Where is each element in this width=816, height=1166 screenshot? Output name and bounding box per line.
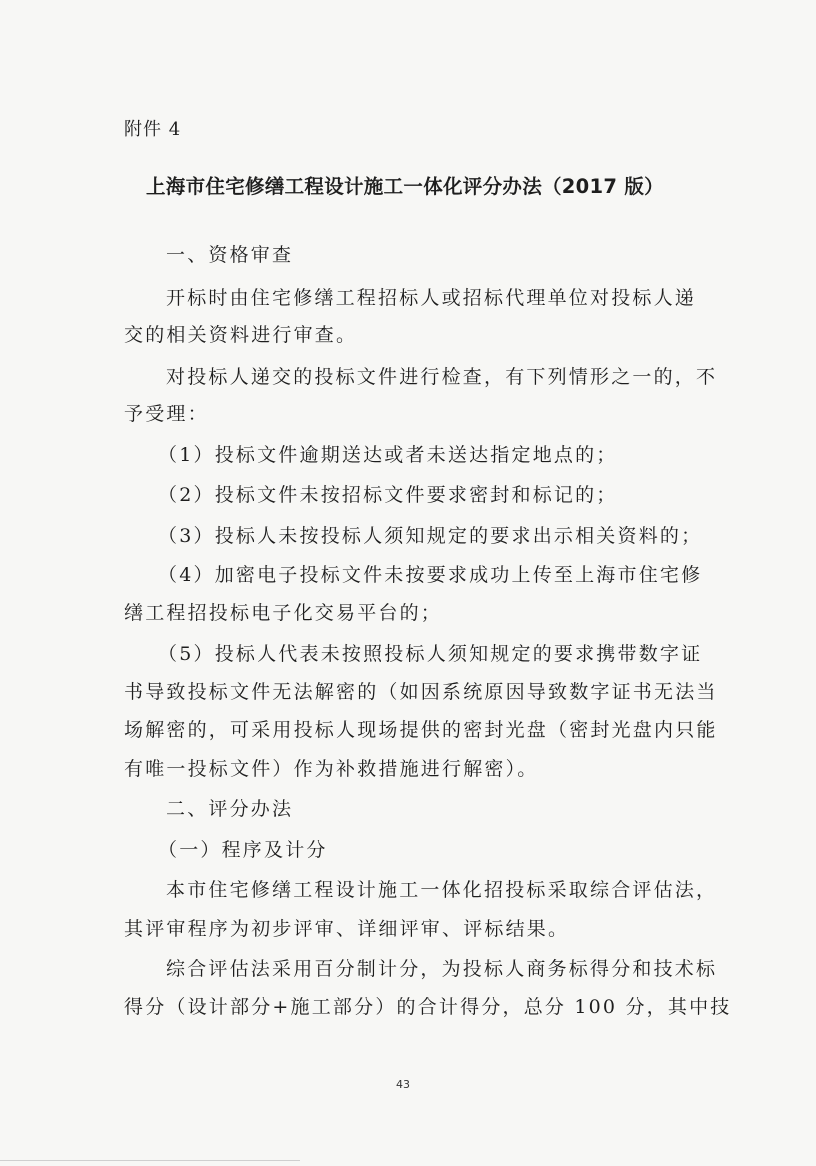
- list-item: （1）投标文件逾期送达或者未送达指定地点的；: [158, 444, 618, 466]
- subsection-heading: （一）程序及计分: [158, 839, 328, 861]
- paragraph-line: 缮工程招投标电子化交易平台的；: [124, 602, 443, 624]
- section-heading-scoring: 二、评分办法: [166, 798, 294, 820]
- attachment-label: 附件 4: [124, 119, 182, 140]
- paragraph-line: 场解密的，可采用投标人现场提供的密封光盘（密封光盘内只能: [124, 719, 718, 741]
- scan-edge-line: [0, 1160, 300, 1161]
- paragraph-line: 得分（设计部分+施工部分）的合计得分，总分 100 分，其中技: [124, 996, 732, 1018]
- document-title: 上海市住宅修缮工程设计施工一体化评分办法（2017 版）: [146, 175, 664, 198]
- list-item: （2）投标文件未按招标文件要求密封和标记的；: [158, 484, 618, 506]
- paragraph-line: 交的相关资料进行审查。: [124, 324, 358, 346]
- paragraph-line: 综合评估法采用百分制计分，为投标人商务标得分和技术标: [166, 958, 718, 980]
- paragraph-line: 本市住宅修缮工程设计施工一体化招投标采取综合评估法，: [166, 879, 718, 901]
- paragraph-line: 对投标人递交的投标文件进行检查，有下列情形之一的，不: [166, 366, 718, 388]
- paragraph-line: 其评审程序为初步评审、详细评审、评标结果。: [124, 918, 570, 940]
- list-item: （5）投标人代表未按照投标人须知规定的要求携带数字证: [158, 643, 703, 665]
- paragraph-line: 书导致投标文件无法解密的（如因系统原因导致数字证书无法当: [124, 681, 718, 703]
- section-heading-qualification: 一、资格审查: [166, 244, 294, 266]
- page-number: 43: [396, 1078, 410, 1091]
- paragraph-line: 开标时由住宅修缮工程招标人或招标代理单位对投标人递: [166, 287, 697, 309]
- paragraph-line: 有唯一投标文件）作为补救措施进行解密）。: [124, 758, 539, 780]
- list-item: （4）加密电子投标文件未按要求成功上传至上海市住宅修: [158, 564, 703, 586]
- list-item: （3）投标人未按投标人须知规定的要求出示相关资料的；: [158, 525, 703, 547]
- paragraph-line: 予受理：: [124, 403, 209, 425]
